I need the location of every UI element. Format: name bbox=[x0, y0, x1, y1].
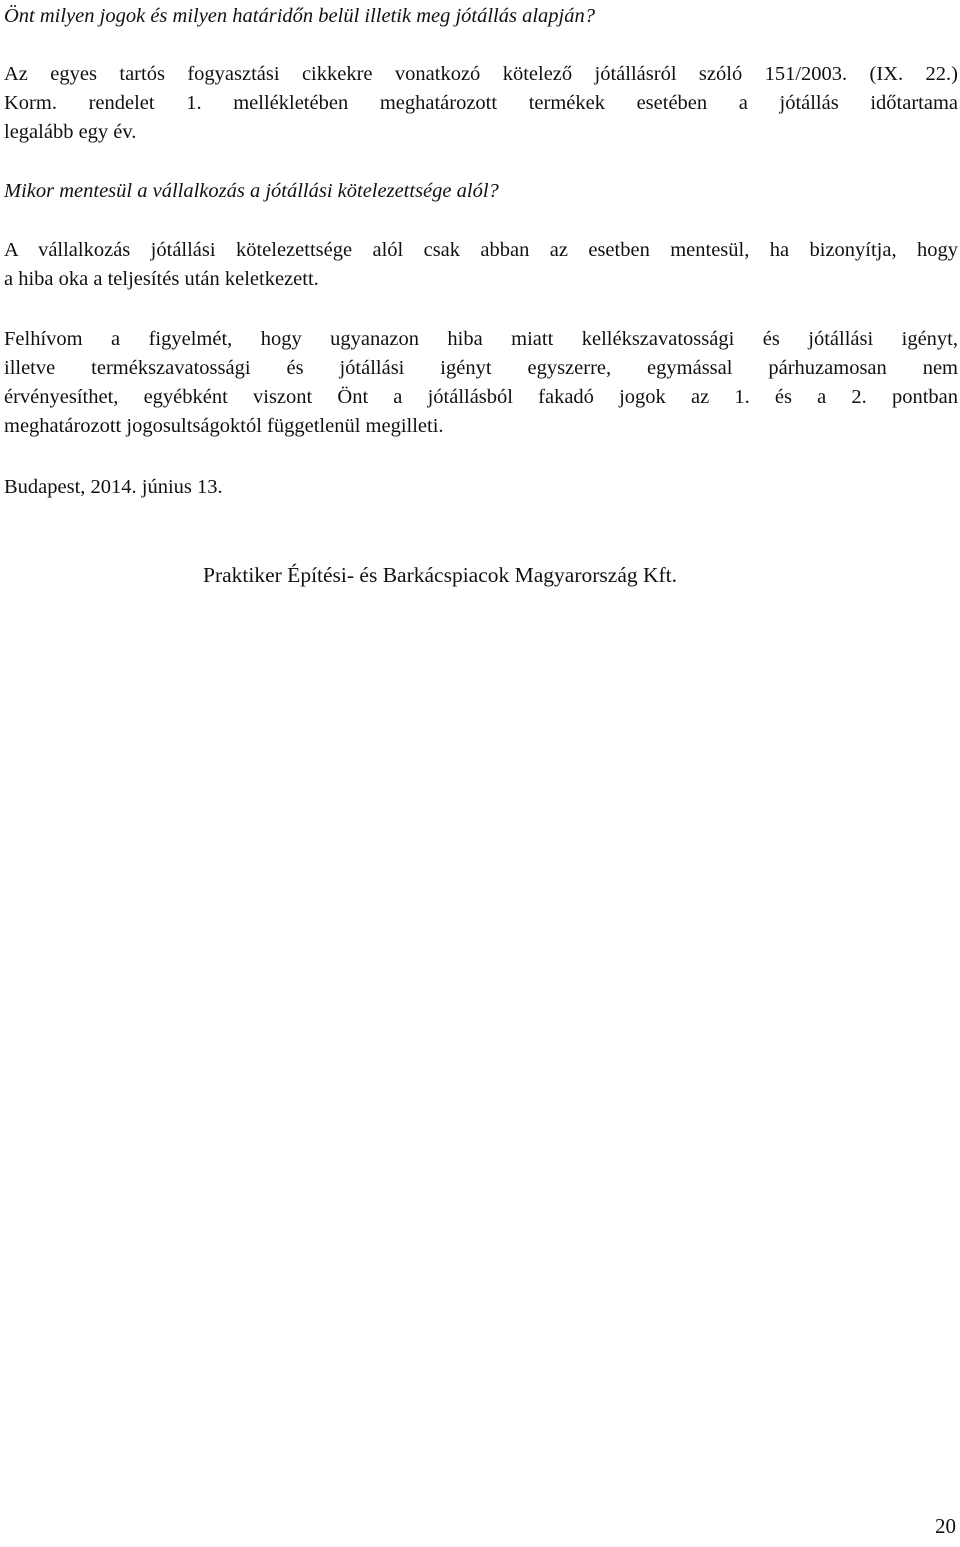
notice-line-2: illetve termékszavatossági és jótállási igényt egyszerre, egymással párhuzamosan nem bbox=[4, 357, 958, 379]
page-number: 20 bbox=[935, 1514, 956, 1538]
answer2-line-2: a hiba oka a teljesítés után keletkezett. bbox=[4, 268, 319, 290]
question-rights-heading: Önt milyen jogok és milyen határidőn belül illetik meg jótállás alapján? bbox=[4, 5, 595, 27]
answer1-line-3: legalább egy év. bbox=[4, 121, 137, 143]
answer1-line-2: Korm. rendelet 1. mellékletében meghatározott termékek esetében a jótállás időtartama bbox=[4, 92, 958, 114]
question-exemption-heading: Mikor mentesül a vállalkozás a jótállási kötelezettsége alól? bbox=[4, 180, 499, 202]
notice-line-3: érvényesíthet, egyébként viszont Önt a jótállásból fakadó jogok az 1. és a 2. pontban bbox=[4, 386, 958, 408]
place-date: Budapest, 2014. június 13. bbox=[4, 476, 223, 498]
notice-line-1: Felhívom a figyelmét, hogy ugyanazon hiba miatt kellékszavatossági és jótállási igényt, bbox=[4, 328, 958, 350]
company-signature: Praktiker Építési- és Barkácspiacok Magyarország Kft. bbox=[203, 563, 678, 587]
answer2-line-1: A vállalkozás jótállási kötelezettsége alól csak abban az esetben mentesül, ha bizonyítja, hogy bbox=[4, 239, 958, 261]
answer1-line-1: Az egyes tartós fogyasztási cikkekre vonatkozó kötelező jótállásról szóló 151/2003. (IX. 22.) bbox=[4, 63, 958, 85]
notice-line-4: meghatározott jogosultságoktól függetlenül megilleti. bbox=[4, 415, 444, 437]
